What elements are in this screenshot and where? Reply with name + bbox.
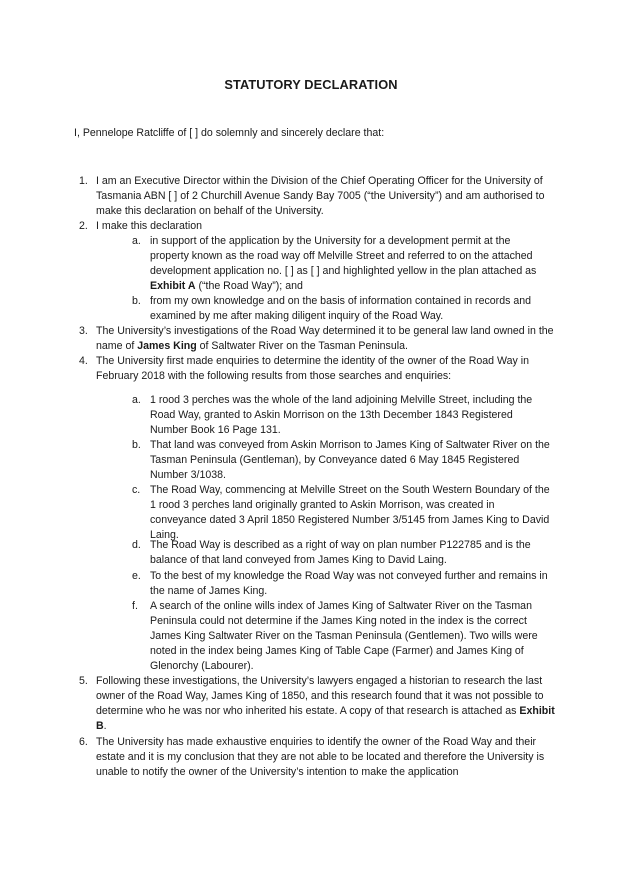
paragraph-text: The University first made enquiries to determine the identity of the owner of the Road Way in February 2018 with the following results from those searches and enquiries: <box>96 355 529 382</box>
sub-letter: a. <box>132 394 141 406</box>
paragraph-text: The University’s investigations of the Road Way determined it to be general law land owned in the name of <box>96 325 554 352</box>
paragraph-number: 3. <box>79 325 88 337</box>
paragraph-number: 5. <box>79 675 88 687</box>
paragraph-4d <box>132 538 550 568</box>
paragraph-2 <box>79 219 556 234</box>
paragraph-text-tail: . <box>103 720 107 732</box>
paragraph-4f <box>132 599 550 674</box>
sub-text: To the best of my knowledge the Road Way was not conveyed further and remains in the name of James King. <box>150 570 548 597</box>
paragraph-4 <box>79 354 556 384</box>
paragraph-4b <box>132 438 550 483</box>
sub-letter: b. <box>132 439 141 451</box>
paragraph-text-tail: of Saltwater River on the Tasman Peninsula. <box>196 340 408 352</box>
paragraph-text: I am an Executive Director within the Division of the Chief Operating Officer for the University of Tasmania ABN [ ] of 2 Churchill Avenue Sandy Bay 7005 (“the University”) and am authorised to make this declaration on behalf of the University. <box>96 175 545 217</box>
paragraph-2b <box>132 294 550 324</box>
sub-letter: b. <box>132 295 141 307</box>
sub-letter: f. <box>132 600 138 612</box>
sub-letter: d. <box>132 539 141 551</box>
intro-statement: I, Pennelope Ratcliffe of [ ] do solemnly and sincerely declare that: <box>74 127 385 139</box>
paragraph-number: 2. <box>79 220 88 232</box>
sub-text: 1 rood 3 perches was the whole of the land adjoining Melville Street, including the Road Way, granted to Askin Morrison on the 13th December 1843 Registered Number Book 16 Page 131. <box>150 394 533 436</box>
paragraph-text: Following these investigations, the University’s lawyers engaged a historian to research the last owner of the Road Way, James King of 1850, and this research found that it was not possible to determine who he was nor who inherited his estate. A copy of that research is attached as <box>96 675 544 717</box>
paragraph-text: The University has made exhaustive enquiries to identify the owner of the Road Way and their estate and it is my conclusion that they are not able to be located and therefore the University is unable to notify the owner of the University’s intention to make the application <box>96 736 545 778</box>
sub-text: from my own knowledge and on the basis of information contained in records and examined by me after making diligent inquiry of the Road Way. <box>150 295 532 322</box>
paragraph-number: 4. <box>79 355 88 367</box>
paragraph-4a <box>132 393 550 438</box>
sub-letter: a. <box>132 235 141 247</box>
exhibit-a-label: Exhibit A <box>150 280 196 292</box>
sub-letter: c. <box>132 484 141 496</box>
paragraph-2a <box>132 234 550 294</box>
paragraph-1 <box>79 174 556 219</box>
document-title: STATUTORY DECLARATION <box>224 77 398 92</box>
paragraph-text: I make this declaration <box>96 220 202 232</box>
sub-text: A search of the online wills index of James King of Saltwater River on the Tasman Peninsula could not determine if the James King noted in the index is the correct James King Saltwater River on the Tasman Peninsula (Gentlemen). Two wills were noted in the index being James King of Table Cape (Farmer) and James King of Glenorchy (Labourer). <box>150 600 538 672</box>
paragraph-4c <box>132 483 550 543</box>
sub-text-tail: (“the Road Way”); and <box>195 280 303 292</box>
sub-text: The Road Way is described as a right of way on plan number P122785 and is the balance of that land conveyed from James King to David Laing. <box>150 539 531 566</box>
owner-name: James King <box>137 340 197 352</box>
sub-text: in support of the application by the University for a development permit at the property known as the road way off Melville Street and referred to on the attached development application no. [ ] as [ ] and highlighted yellow in the plan attached as <box>150 235 537 277</box>
paragraph-number: 1. <box>79 175 88 187</box>
sub-text: That land was conveyed from Askin Morrison to James King of Saltwater River on the Tasman Peninsula (Gentleman), by Conveyance dated 6 May 1845 Registered Number 3/1038. <box>150 439 550 481</box>
sub-text: The Road Way, commencing at Melville Street on the South Western Boundary of the 1 rood 3 perches land originally granted to Askin Morrison, was created in conveyance dated 3 April 1850 Registered Number 3/5145 from James King to David Laing. <box>150 484 550 541</box>
exhibit-b-label: Exhibit B <box>96 705 555 732</box>
paragraph-4e <box>132 569 550 599</box>
paragraph-5 <box>79 674 556 734</box>
paragraph-number: 6. <box>79 736 88 748</box>
paragraph-3 <box>79 324 556 354</box>
paragraph-6 <box>79 735 556 780</box>
sub-letter: e. <box>132 570 141 582</box>
